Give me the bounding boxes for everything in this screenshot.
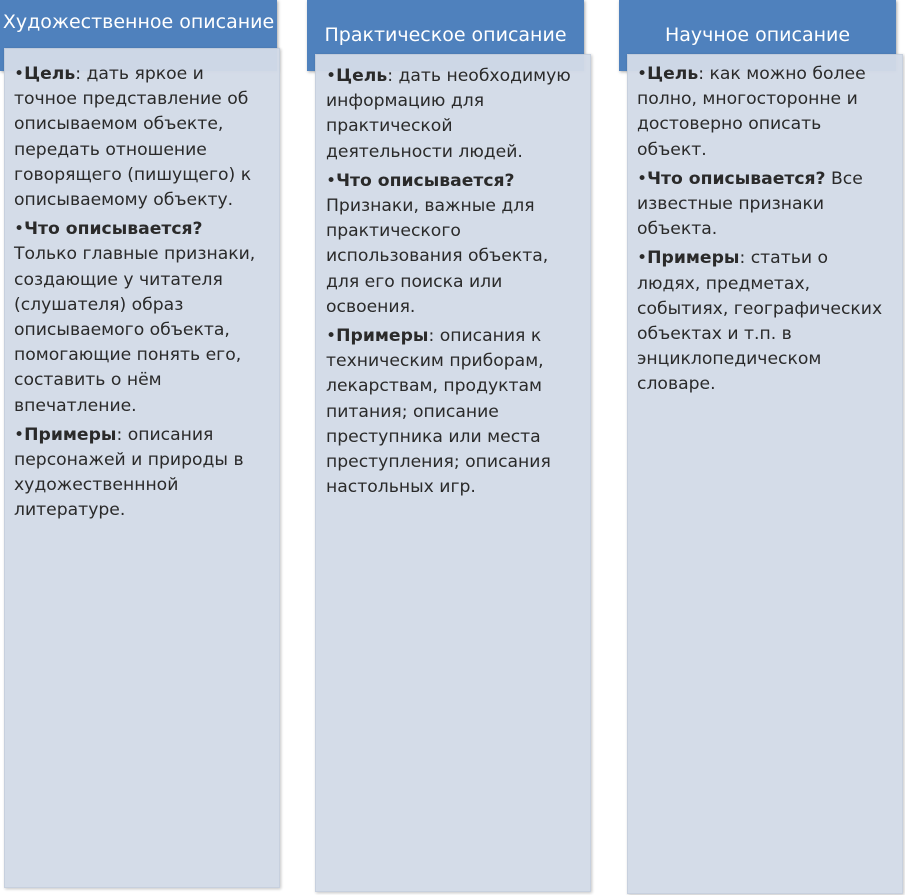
list-item-goal <box>14 62 270 213</box>
item-separator: : <box>698 64 710 84</box>
item-text: Все известные признаки объекта. <box>637 168 863 240</box>
list-item-examples <box>637 246 893 397</box>
item-separator: : <box>739 248 751 269</box>
list-item-goal <box>637 62 893 163</box>
list-item-what <box>14 217 270 419</box>
bullet: • <box>637 64 648 84</box>
item-text: статьи о людях, предметах, событиях, географических объектах и т.п. в энциклопедическом словаре. <box>637 248 883 395</box>
bullet: • <box>14 64 25 84</box>
item-term: Цель <box>24 64 76 84</box>
item-text: дать необходимую информацию для практической деятельности людей. <box>326 66 571 162</box>
item-term: Примеры <box>24 424 117 445</box>
item-text: Только главные признаки, создающие у читателя (слушателя) образ описываемого объекта, помогающие понять его, составить о нём впечатление. <box>14 244 256 416</box>
item-separator: : <box>75 64 87 84</box>
list-item-what <box>326 169 582 320</box>
item-separator: : <box>387 66 399 86</box>
item-separator: : <box>116 424 128 445</box>
item-separator: : <box>428 326 440 347</box>
item-term: Что описывается? <box>647 168 826 189</box>
bullet: • <box>14 424 25 445</box>
bullet: • <box>637 168 648 189</box>
item-text: как можно более полно, многосторонне и достоверно описать объект. <box>637 64 866 160</box>
item-text: описания к техническим приборам, лекарствам, продуктам питания; описание преступника или места преступления; описания настольных игр. <box>326 326 551 498</box>
item-term: Примеры <box>336 326 429 347</box>
column-title: Практическое описание <box>324 24 567 46</box>
item-text: описания персонажей и природы в художественнной литературе. <box>14 424 244 521</box>
column-title: Художественное описание <box>2 11 275 33</box>
bullet: • <box>326 170 337 191</box>
list-item-goal <box>326 64 582 165</box>
column-content-scientific <box>637 62 893 398</box>
column-content-artistic <box>14 62 270 524</box>
list-item-what <box>637 167 893 243</box>
bullet: • <box>326 66 337 86</box>
column-content-practical <box>326 64 582 500</box>
list-item-examples <box>14 423 270 524</box>
item-text: дать яркое и точное представление об описываемом объекте, передать отношение говорящего (пишущего) к описываемому объекту. <box>14 64 252 211</box>
list-item-examples <box>326 324 582 500</box>
item-term: Цель <box>336 66 388 86</box>
item-text: Признаки, важные для практического использования объекта, для его поиска или освоения. <box>326 196 549 317</box>
bullet: • <box>637 248 648 269</box>
item-term: Цель <box>647 64 699 84</box>
column-title: Научное описание <box>664 24 851 46</box>
bullet: • <box>326 326 337 347</box>
item-term: Что описывается? <box>336 170 515 191</box>
bullet: • <box>14 219 25 240</box>
item-term: Примеры <box>647 248 740 269</box>
item-term: Что описывается? <box>24 219 203 240</box>
